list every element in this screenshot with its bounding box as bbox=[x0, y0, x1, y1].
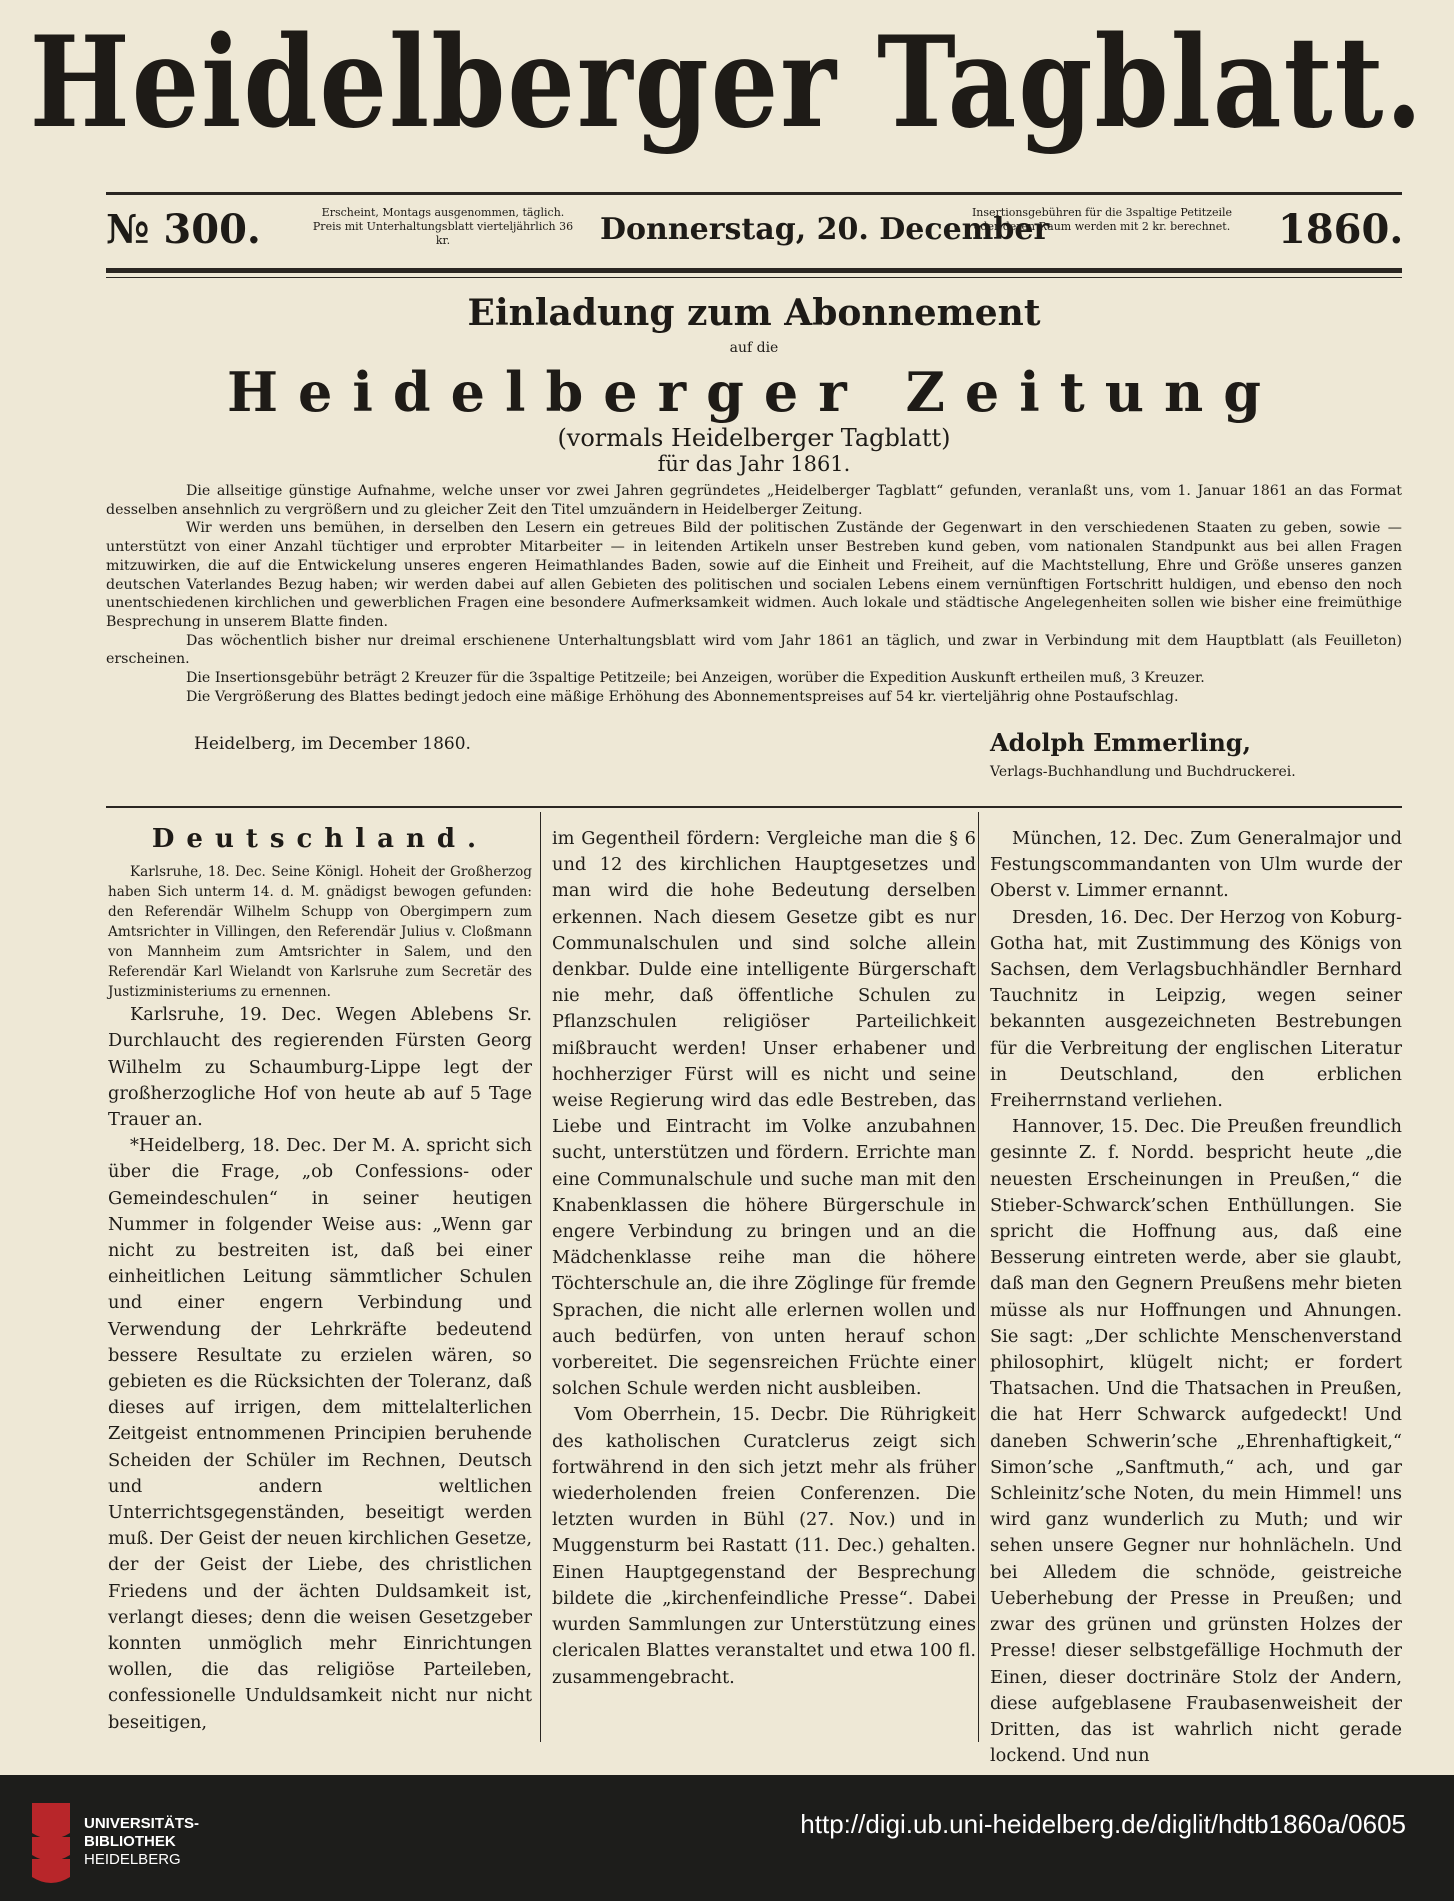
viewer-footer bbox=[0, 1775, 1454, 1901]
issue-date: Donnerstag, 20. December bbox=[600, 212, 1050, 247]
article: Vom Oberrhein, 15. Decbr. Die Rührigkeit des katholischen Curatclerus zeigt sich fortwährend in den sich jetzt mehr als früher wiederholenden freien Conferenzen. Die letzten wurden in Bühl (27. Nov.) und in Muggensturm bei Rastatt (11. Dec.) gehalten. Einen Hauptgegenstand der Besprechung bildete die „kirchenfeindliche Presse“. Dabei wurden Sammlungen zur Unterstützung eines clericalen Blattes veranstaltet und etwa 100 fl. zusammengebracht. bbox=[552, 1404, 976, 1688]
announcement-body bbox=[106, 482, 1402, 706]
announcement-paragraph: Das wöchentlich bisher nur dreimal erschienene Unterhaltungsblatt wird vom Jahr 1861 an täglich, und zwar in Verbindung mit dem Hauptblatt (als Feuilleton) erscheinen. bbox=[106, 632, 1402, 668]
publication-info: Erscheint, Montags ausgenommen, täglich. Preis mit Unterhaltungsblatt vierteljährlich 36 kr. bbox=[312, 206, 574, 247]
announcement-paragraph: Die Insertionsgebühr beträgt 2 Kreuzer für die 3spaltige Petitzeile; bei Anzeigen, worüber die Expedition Auskunft ertheilen muß, 3 Kreuzer. bbox=[186, 670, 1205, 687]
issue-year: 1860. bbox=[1278, 206, 1404, 253]
masthead-title: Heidelberger Tagblatt. bbox=[29, 8, 1425, 156]
column-3 bbox=[990, 826, 1402, 1769]
permalink-url[interactable]: http://digi.ub.uni-heidelberg.de/diglit/hdtb1860a/0605 bbox=[800, 1809, 1406, 1839]
column-2 bbox=[552, 826, 976, 1691]
article: Karlsruhe, 18. Dec. Seine Königl. Hoheit der Großherzog haben Sich unterm 14. d. M. gnädigst bewogen gefunden: den Referendär Wilhelm Schupp von Obergimpern zum Amtsrichter in Villingen, den Referendär Julius v. Cloßmann von Mannheim zum Amtsrichter in Salem, und den Referendär Karl Wielandt von Karlsruhe zum Secretär des Justizministeriums zu ernennen. bbox=[108, 864, 532, 1001]
article: München, 12. Dec. Zum Generalmajor und Festungscommandanten von Ulm wurde der Oberst v. Limmer ernannt. bbox=[990, 828, 1402, 902]
library-name bbox=[84, 1815, 199, 1869]
library-name-line: UNIVERSITÄTS- bbox=[84, 1815, 200, 1832]
column-divider-1 bbox=[540, 812, 541, 1742]
announcement-title: Einladung zum Abonnement bbox=[467, 292, 1041, 334]
library-name-line: HEIDELBERG bbox=[84, 1851, 181, 1868]
announcement-place-date: Heidelberg, im December 1860. bbox=[194, 734, 471, 754]
article: im Gegentheil fördern: Vergleiche man die § 6 und 12 des kirchlichen Hauptgesetzes und man wird die hohe Bedeutung derselben erkennen. Nach diesem Gesetze gibt es nur Communalschulen und sind solche allein denkbar. Dulde eine intelligente Bürgerschaft nie mehr, daß öffentliche Schulen zu Pflanzschulen religiöser Parteilichkeit mißbraucht werden! Unser erhabener und hochherziger Fürst will es nicht und seine weise Regierung wird das edle Bestreben, das Liebe und Eintracht im Volke anzubahnen sucht, unterstützen und fördern. Errichte man eine Communalschule und suche man mit den Knabenklassen die höhere Bürgerschule in engere Verbindung zu bringen und an die Mädchenklasse reihe man die höhere Töchterschule an, die ihre Zöglinge für fremde Sprachen, die nicht alle erlernen wollen und auch bedürfen, von unten herauf schon vorbereitet. Die segensreichen Früchte einer solchen Schule werden nicht ausbleiben. bbox=[552, 828, 976, 1400]
section-title: Deutschland. bbox=[151, 824, 489, 854]
rule-dateline bbox=[106, 268, 1402, 273]
article: Dresden, 16. Dec. Der Herzog von Koburg-Gotha hat, mit Zustimmung des Königs von Sachsen, dem Verlagsbuchhändler Bernhard Tauchnitz in Leipzig, wegen seiner bekannten ausgezeichneten Bestrebungen für die Verbreitung der englischen Literatur in Deutschland, den erblichen Freiherrnstand verliehen. bbox=[990, 906, 1402, 1112]
announcement-signature-sub: Verlags-Buchhandlung und Buchdruckerei. bbox=[990, 764, 1296, 780]
announcement-year: für das Jahr 1861. bbox=[657, 452, 851, 476]
column-1 bbox=[108, 826, 532, 1736]
announcement-signature: Adolph Emmerling, bbox=[990, 728, 1251, 757]
advert-rates: Insertionsgebühren für die 3spaltige Petitzeile oder deren Raum werden mit 2 kr. berechnet. bbox=[971, 206, 1233, 233]
announcement-paragraph: Wir werden uns bemühen, in derselben den Lesern ein getreues Bild der politischen Zustände der Gegenwart in den verschiedenen Staaten zu geben, sowie — unterstützt von einer Anzahl tüchtiger und erprobter Mitarbeiter — in leitenden Artikeln unser Bestreben kund geben, vom nationalen Standpunkt aus bei allen Fragen mitzuwirken, die auf die Entwickelung unseres engeren Heimathlandes Baden, sowie auf die Einheit und Freiheit, auf die Machtstellung, Ehre und Größe unseres ganzen deutschen Vaterlandes Bezug haben; wir werden dabei auf allen Gebieten des politischen und socialen Lebens einem vernünftigen Fortschritt huldigen, und ebenso den noch unentschiedenen kirchlichen und gewerblichen Fragen eine besondere Aufmerksamkeit widmen. Auch lokale und städtische Angelegenheiten sollen wie bisher eine freimüthige Besprechung in unserem Blatte finden. bbox=[106, 520, 1402, 630]
announcement-auf-die: auf die bbox=[729, 340, 779, 356]
article: Hannover, 15. Dec. Die Preußen freundlich gesinnte Z. f. Nordd. bespricht heute „die neuesten Erscheinungen in Preußen,“ die Stieber-Schwarck’schen Enthüllungen. Sie spricht die Hoffnung aus, daß eine Besserung eintreten werde, aber sie glaubt, daß man den Gegnern Preußens mehr bieten müsse als nur Hoffnungen und Ahnungen. Sie sagt: „Der schlichte Menschenverstand philosophirt, klügelt nicht; er fordert Thatsachen. Und die Thatsachen in Preußen, die hat Herr Schwarck aufgedeckt! Und daneben Schwerin’sche „Ehrenhaftigkeit,“ Simon’sche „Sanftmuth,“ ach, und gar Schleinitz’sche Noten, du mein Himmel! uns wird ganz wunderlich zu Muth; und wir sehen unsere Gegner nur hohnlächeln. Und bei Alledem die schnöde, geistreiche Ueberhebung der Presse in Preußen; und zwar des grünen und grünsten Holzes der Presse! dieser selbstgefällige Hochmuth der Einen, dieser doctrinäre Stolz der Andern, diese aufgeblasene Fraubasenweisheit der Dritten, das ist wahrlich nicht gerade lockend. Und nun bbox=[990, 1116, 1402, 1767]
issue-number: № 300. bbox=[106, 206, 261, 253]
announcement-paper-name: Heidelberger Zeitung bbox=[227, 360, 1281, 424]
column-divider-2 bbox=[978, 812, 979, 1742]
library-logo-icon bbox=[26, 1793, 76, 1889]
library-name-line: BIBLIOTHEK bbox=[84, 1833, 176, 1850]
rule-columns bbox=[106, 806, 1402, 808]
article: Karlsruhe, 19. Dec. Wegen Ablebens Sr. Durchlaucht des regierenden Fürsten Georg Wilhelm zu Schaumburg-Lippe legt der großherzogliche Hof von heute ab auf 5 Tage Trauer an. bbox=[108, 1004, 532, 1131]
rule-dateline-thin bbox=[106, 277, 1402, 278]
announcement-paragraph: Die allseitige günstige Aufnahme, welche unser vor zwei Jahren gegründetes „Heidelberger Tagblatt“ gefunden, veranlaßt uns, vom 1. Januar 1861 an das Format desselben ansehnlich zu vergrößern und zu gleicher Zeit den Titel umzuändern in Heidelberger Zeitung. bbox=[106, 483, 1402, 518]
article: *Heidelberg, 18. Dec. Der M. A. spricht sich über die Frage, „ob Confessions- oder Gemeindeschulen“ in seiner heutigen Nummer in folgender Weise aus: „Wenn gar nicht zu bestreiten ist, daß bei einer einheitlichen Leitung sämmtlicher Schulen und einer engern Verbindung und Verwendung der Lehrkräfte bedeutend bessere Resultate zu erzielen wären, so gebieten es die Rücksichten der Toleranz, daß dieses auf irrigen, dem mittelalterlichen Zeitgeist entnommenen Principien beruhende Scheiden der Schüler im Rechnen, Deutsch und andern weltlichen Unterrichtsgegenständen, beseitigt werden muß. Der Geist der neuen kirchlichen Gesetze, der der Geist der Liebe, des christlichen Friedens und der ächten Duldsamkeit ist, verlangt dieses; denn die weisen Gesetzgeber konnten unmöglich mehr Einrichtungen wollen, die das religiöse Parteileben, confessionelle Unduldsamkeit nicht nur nicht beseitigen, bbox=[108, 1135, 532, 1733]
announcement-formerly: (vormals Heidelberger Tagblatt) bbox=[557, 424, 951, 452]
rule-top bbox=[106, 192, 1402, 195]
announcement-paragraph: Die Vergrößerung des Blattes bedingt jedoch eine mäßige Erhöhung des Abonnementspreises auf 54 kr. vierteljährig ohne Postaufschlag. bbox=[186, 688, 1179, 705]
